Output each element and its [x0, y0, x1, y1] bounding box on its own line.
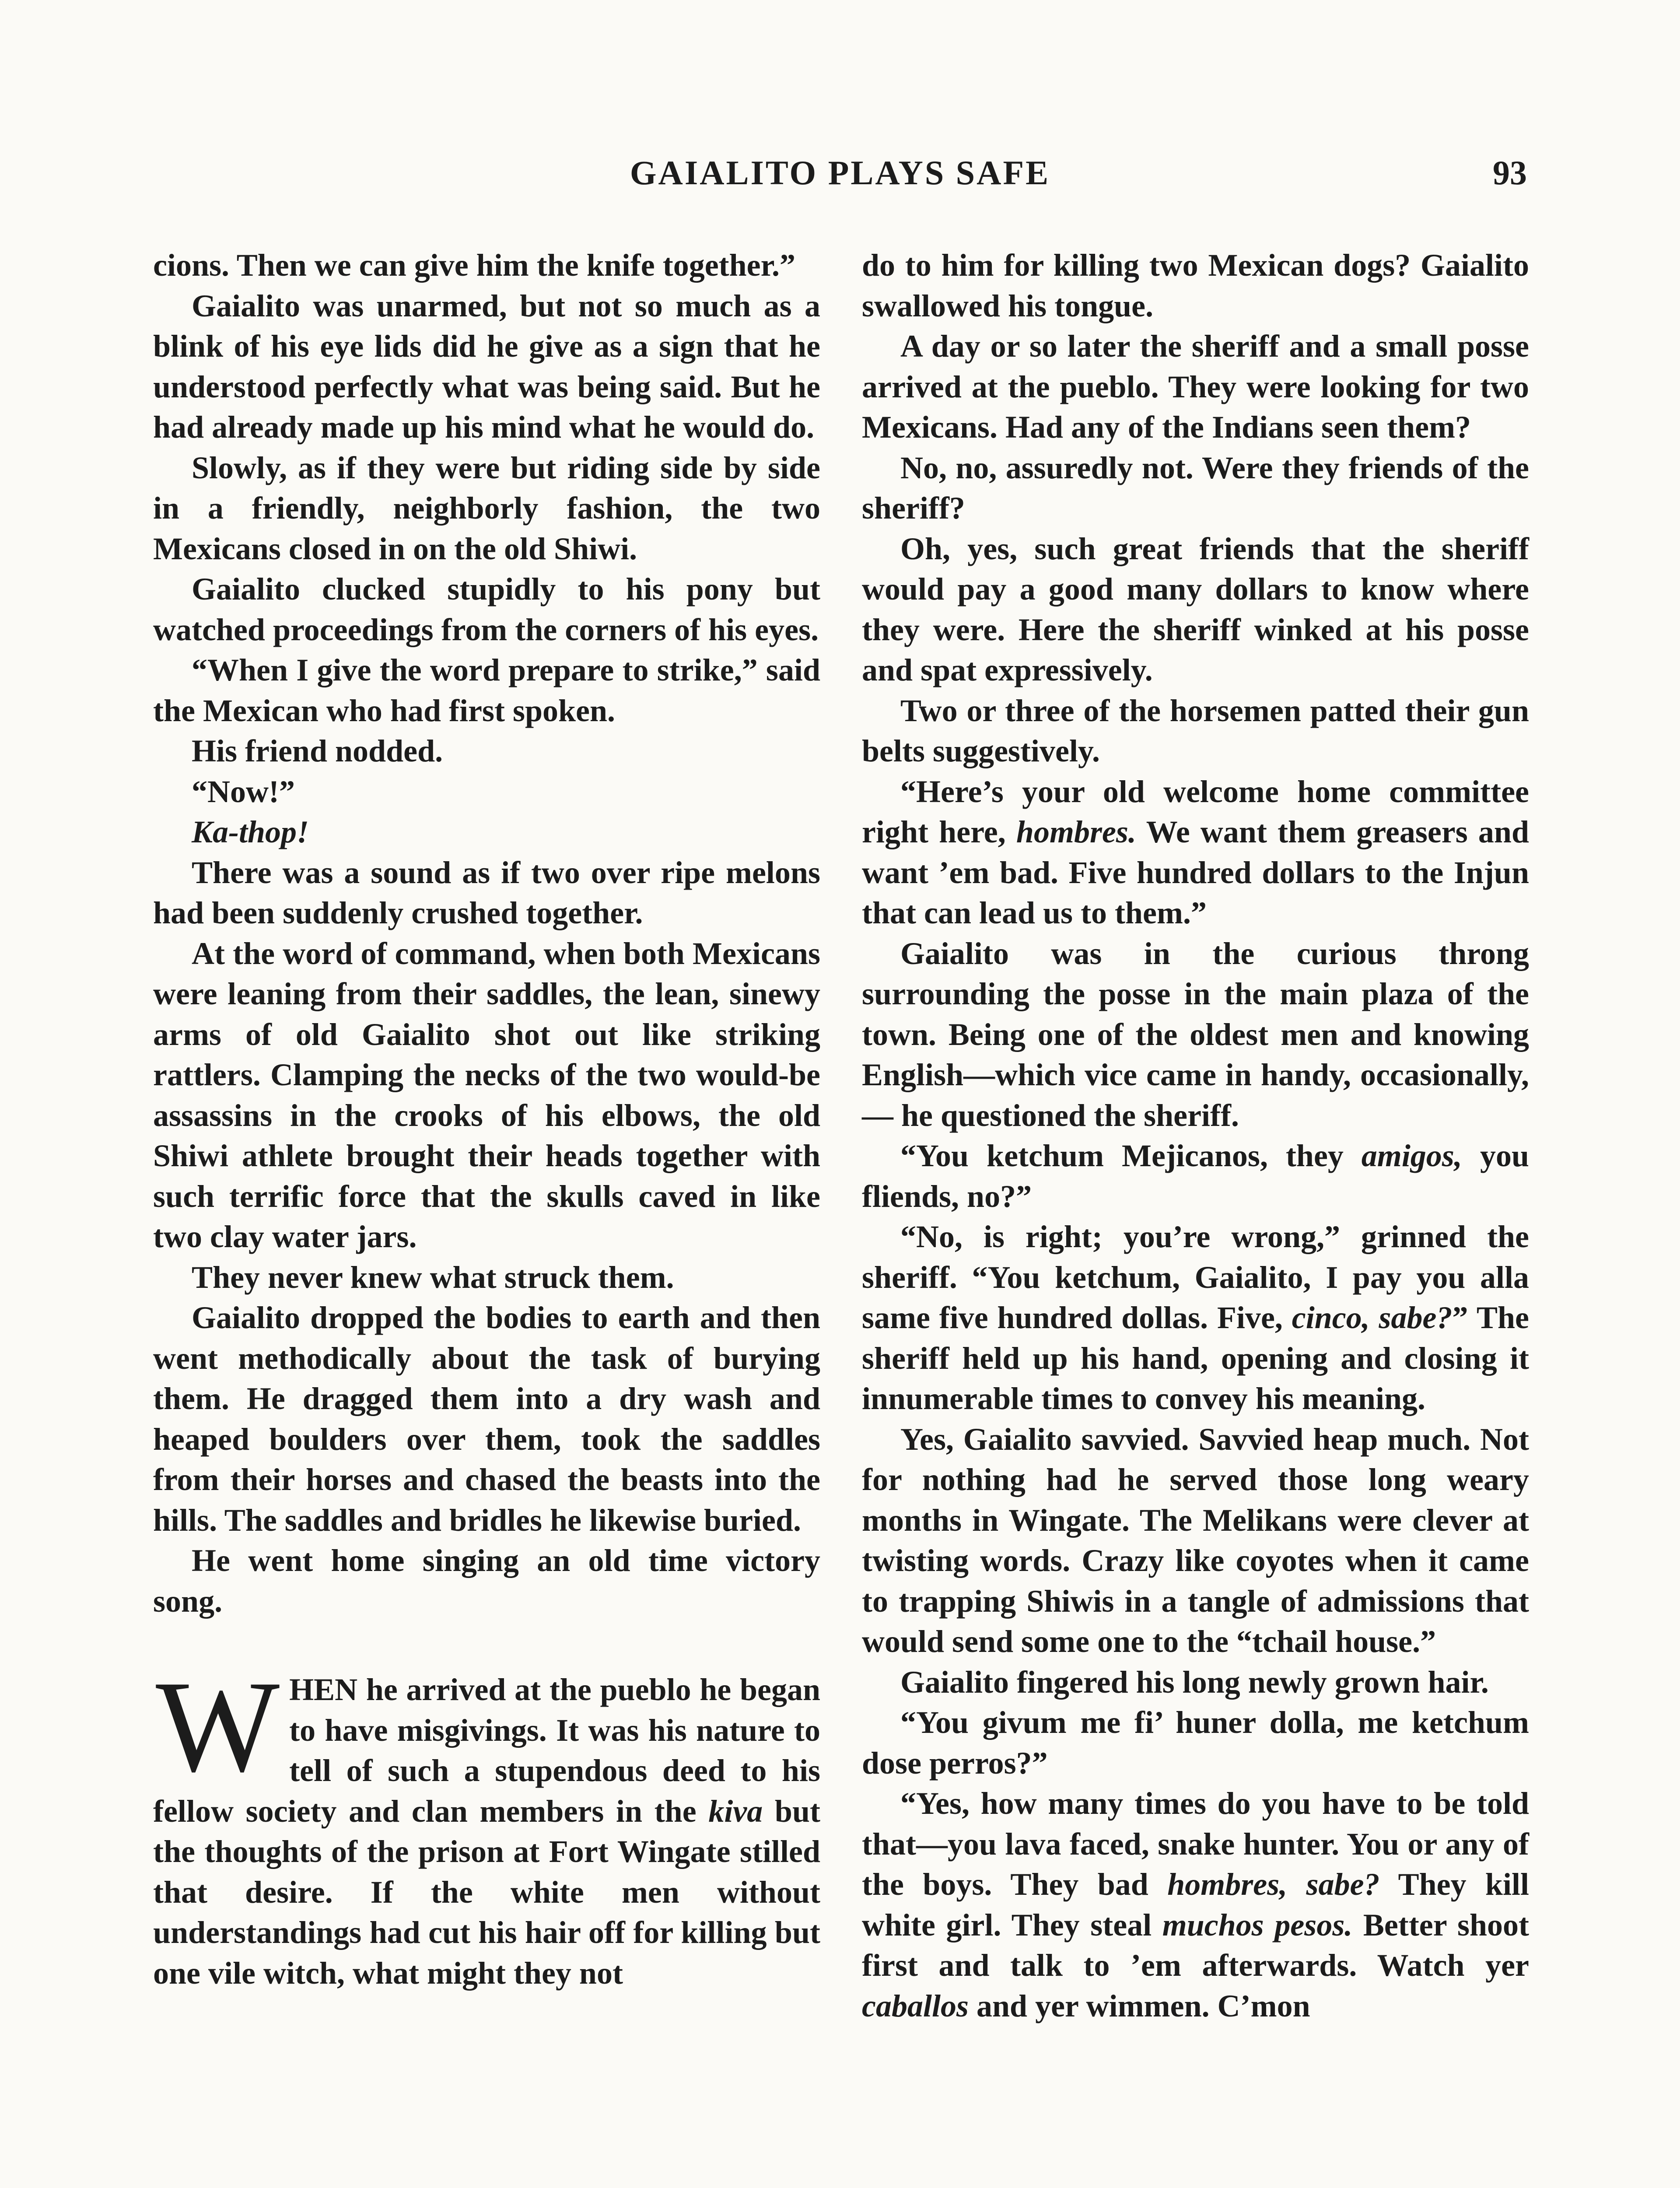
text-run: ” The sheriff held up his hand, opening and closing it innumerable times to convey his meaning.	[862, 1300, 1530, 1416]
paragraph: do to him for killing two Mexican dogs? Gaialito swallowed his tongue.	[862, 248, 1529, 323]
text-run: and yer wimmen. C’mon	[968, 1988, 1310, 2023]
italic-text: hombres.	[1016, 814, 1136, 849]
text-run: We want them greasers and want ’em bad. Five hundred dollars to the Injun that can lead us to them.”	[862, 814, 1530, 930]
section-opening-paragraph	[153, 1654, 820, 1993]
text-run: you fliends, no?”	[862, 1138, 1529, 1214]
italic-text: caballos	[862, 1988, 969, 2023]
drop-cap: W	[156, 1654, 280, 1799]
italic-text: amigos,	[1361, 1138, 1462, 1173]
paragraph: A day or so later the sheriff and a small posse arrived at the pueblo. They were looking for two Mexicans. Had any of the Indians seen them?	[862, 329, 1529, 445]
paragraph: Two or three of the horsemen patted their gun belts suggestively.	[862, 693, 1529, 768]
paragraph	[862, 1136, 1529, 1217]
paragraph: At the word of command, when both Mexicans were leaning from their saddles, the lean, sinewy arms of old Gaialito shot out like striking rattlers. Clamping the necks of the two would-be assassins in the crooks of his elbows, the old Shiwi athlete brought their heads together with such terrific force that the skulls caved in like two clay water jars.	[153, 936, 820, 1254]
running-head	[153, 153, 1527, 201]
text-run: “No, is right; you’re wrong,” grinned the sheriff. “You ketchum, Gaialito, I pay you alla same five hundred dollas. Five,	[862, 1219, 1529, 1335]
italic-text: kiva	[708, 1793, 763, 1829]
italic-text: muchos pesos.	[1162, 1907, 1353, 1943]
paragraph: “Now!”	[192, 774, 295, 809]
right-column	[862, 245, 1529, 2026]
paragraph: His friend nodded.	[192, 733, 443, 768]
paragraph: Gaialito fingered his long newly grown hair.	[900, 1664, 1489, 1700]
paragraph: They never knew what struck them.	[192, 1259, 674, 1295]
paragraph: “When I give the word prepare to strike,” said the Mexican who had first spoken.	[153, 652, 820, 728]
paragraph: Gaialito was in the curious throng surrounding the posse in the main plaza of the town. Being one of the oldest men and knowing English—which vice came in handy, occasionally,— he questioned the sheriff.	[862, 936, 1529, 1133]
text-run: but the thoughts of the prison at Fort Wingate stilled that desire. If the white men without understandings had cut his hair off for killing but one vile witch, what might they not	[153, 1793, 820, 1991]
paragraph	[862, 771, 1529, 933]
paragraph: Slowly, as if they were but riding side by side in a friendly, neighborly fashion, the two Mexicans closed in on the old Shiwi.	[153, 450, 820, 566]
paragraph: No, no, assuredly not. Were they friends of the sheriff?	[862, 450, 1529, 526]
paragraph: He went home singing an old time victory song.	[153, 1543, 820, 1619]
paragraph: cions. Then we can give him the knife together.”	[153, 248, 795, 283]
text-run: “Yes, how many times do you have to be told that—you lava faced, snake hunter. You or any of the boys. They bad	[862, 1786, 1529, 1902]
italic-text: Ka-thop!	[192, 814, 309, 849]
text-run: he arrived at the pueblo he began to have misgivings. It was his nature to tell of such a stupendous deed to his fellow society and clan members in the	[153, 1672, 820, 1829]
left-column	[153, 245, 820, 1993]
paragraph: Gaialito was unarmed, but not so much as a blink of his eye lids did he give as a sign that he understood perfectly what was being said. But he had already made up his mind what he would do.	[153, 288, 820, 445]
paragraph: “You givum me fi’ huner dolla, me ketchum dose perros?”	[862, 1705, 1529, 1781]
paragraph: Gaialito clucked stupidly to his pony but watched proceedings from the corners of his eyes.	[153, 572, 820, 647]
text-run: They kill white girl. They steal	[862, 1867, 1529, 1943]
text-run: “Here’s your old welcome home committee right here,	[862, 774, 1529, 849]
paragraph: Yes, Gaialito savvied. Savvied heap much. Not for nothing had he served those long weary months in Wingate. The Melikans were clever at twisting words. Crazy like coyotes when it came to trapping Shiwis in a tangle of admissions that would send some one to the “tchail house.”	[862, 1421, 1529, 1659]
text-run: “You ketchum Mejicanos, they	[900, 1138, 1362, 1173]
paragraph: Oh, yes, such great friends that the sheriff would pay a good many dollars to know where they were. Here the sheriff winked at his posse and spat expressively.	[862, 531, 1529, 687]
paragraph: There was a sound as if two over ripe melons had been suddenly crushed together.	[153, 855, 820, 930]
paragraph	[862, 1217, 1529, 1419]
paragraph: Gaialito dropped the bodies to earth and then went methodically about the task of burying them. He dragged them into a dry wash and heaped boulders over them, took the saddles from their horses and chased the beasts into the hills. The saddles and bridles he likewise buried.	[153, 1300, 820, 1538]
text-run: Better shoot first and talk to ’em afterwards. Watch yer	[862, 1907, 1529, 1983]
page-number: 93	[1493, 154, 1527, 192]
italic-text: cinco, sabe?	[1292, 1300, 1452, 1335]
italic-text: hombres, sabe?	[1167, 1867, 1380, 1902]
lead-word: HEN	[289, 1672, 358, 1707]
paragraph-italic	[153, 812, 820, 852]
running-title: GAIALITO PLAYS SAFE	[630, 154, 1050, 192]
paragraph	[862, 1783, 1529, 2026]
